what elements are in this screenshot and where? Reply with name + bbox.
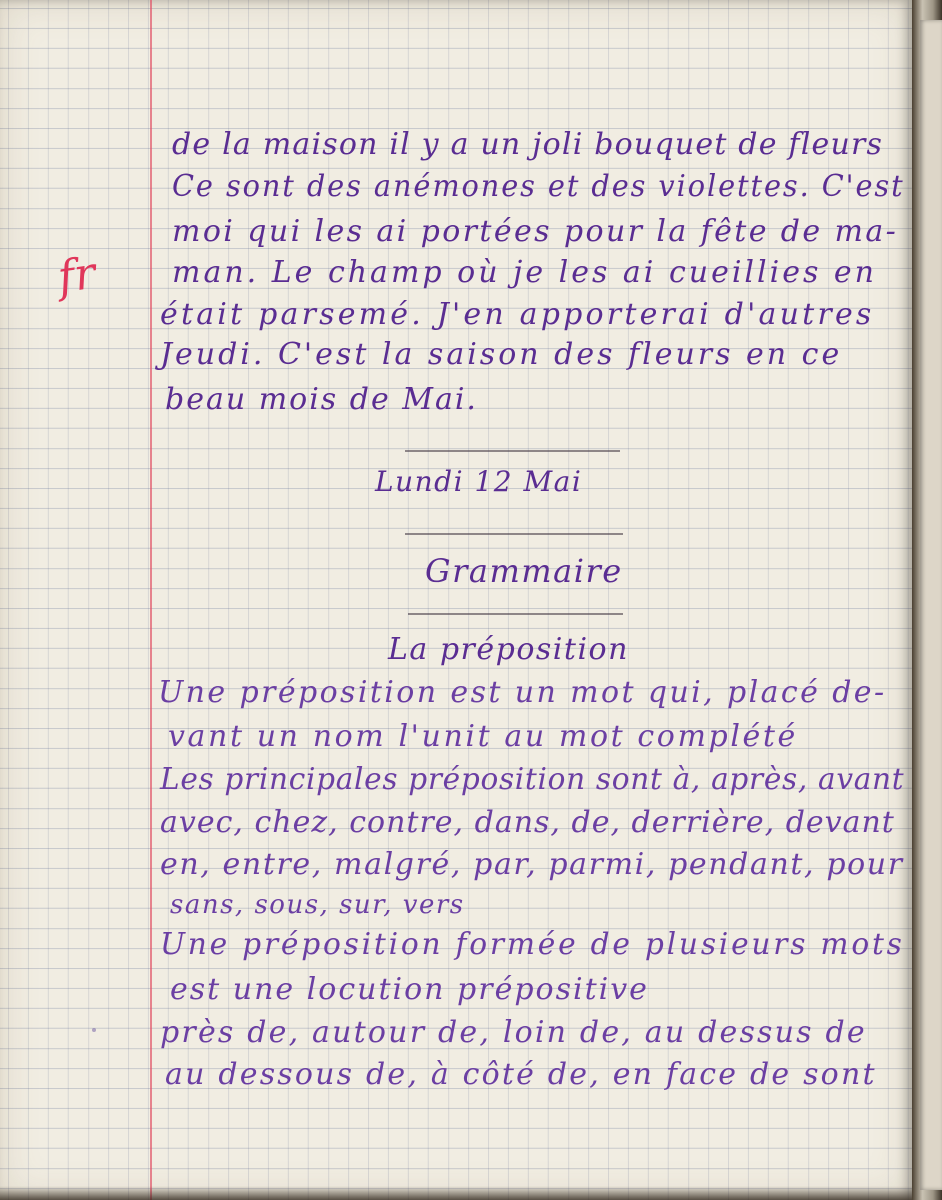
page-bottom-shadow [0, 1186, 912, 1200]
lesson-line: Les principales préposition sont à, après, avant [160, 762, 905, 797]
lesson-line: Une préposition est un mot qui, placé de- [158, 675, 887, 710]
next-page-edge [920, 20, 942, 1190]
text-line: moi qui les ai portées pour la fête de ma- [172, 214, 899, 249]
text-line: était parsemé. J'en apporterai d'autres [160, 297, 875, 332]
text-line: beau mois de Mai. [165, 382, 478, 417]
divider-line [405, 450, 620, 452]
text-line: Ce sont des anémones et des violettes. C'est [172, 169, 905, 204]
lesson-line: avec, chez, contre, dans, de, derrière, devant [160, 805, 895, 840]
text-line: de la maison il y a un joli bouquet de fleurs [172, 127, 884, 162]
lesson-line: vant un nom l'unit au mot complété [168, 719, 798, 754]
divider-line [405, 533, 623, 535]
text-line: Jeudi. C'est la saison des fleurs en ce [160, 337, 843, 372]
lesson-line: au dessous de, à côté de, en face de sont [165, 1057, 877, 1092]
lesson-line: près de, autour de, loin de, au dessus de [160, 1015, 867, 1050]
text-line: man. Le champ où je les ai cueillies en [172, 255, 877, 290]
lesson-line: Une préposition formée de plusieurs mots [160, 927, 905, 962]
subject-heading: Grammaire [425, 552, 623, 590]
date-heading: Lundi 12 Mai [375, 465, 583, 498]
margin-line [150, 0, 152, 1200]
ink-dot [92, 1028, 96, 1032]
lesson-line: sans, sous, sur, vers [170, 890, 465, 920]
divider-line [408, 613, 623, 615]
teacher-correction-mark: fr [54, 247, 99, 304]
lesson-title: La préposition [388, 632, 629, 667]
lesson-line: est une locution prépositive [170, 972, 649, 1007]
lesson-line: en, entre, malgré, par, parmi, pendant, pour [160, 847, 904, 882]
